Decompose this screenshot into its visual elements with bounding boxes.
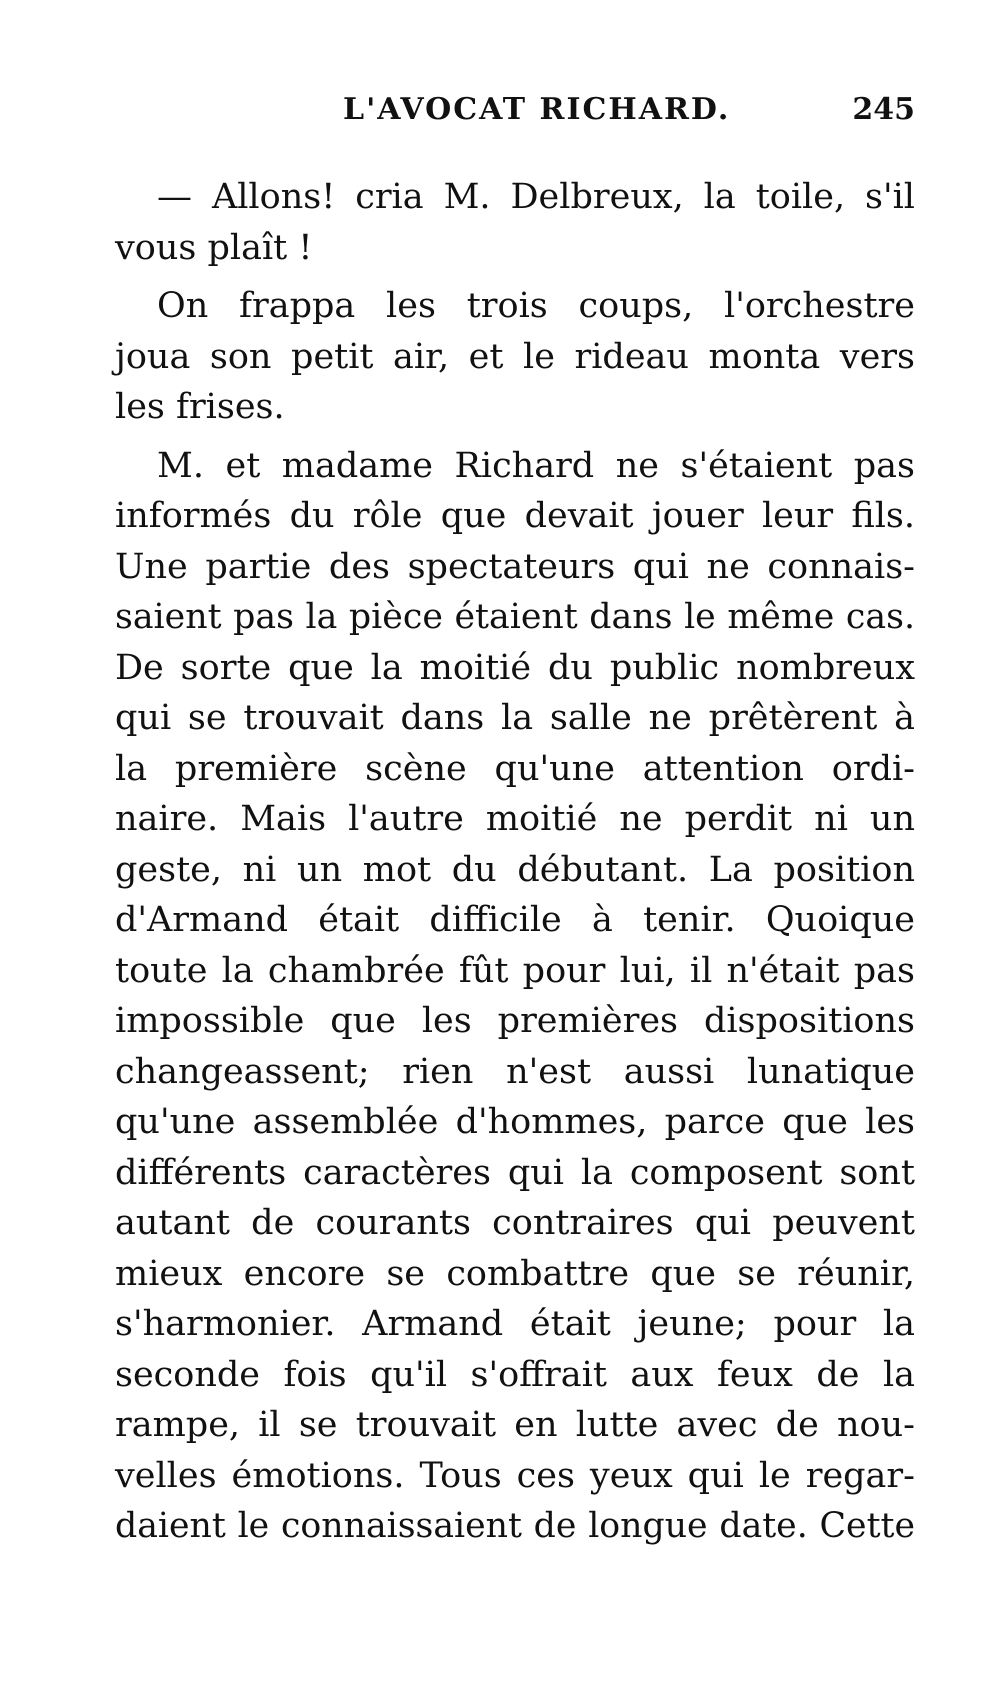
text-line: vous plaît ! bbox=[115, 227, 313, 268]
text-line: différents caractères qui la composent sont bbox=[115, 1152, 915, 1193]
text-line: qui se trouvait dans la salle ne prêtèrent à bbox=[115, 698, 915, 738]
page-header bbox=[115, 92, 915, 142]
text-line: joua son petit air, et le rideau monta vers bbox=[115, 336, 915, 377]
page-number: 245 bbox=[852, 92, 915, 127]
text-line: qu'une assemblée d'hommes, parce que les bbox=[115, 1102, 915, 1142]
body-text bbox=[115, 172, 915, 1552]
text-line: toute la chambrée fût pour lui, il n'était pas bbox=[115, 950, 915, 991]
book-page bbox=[115, 92, 915, 1552]
text-line: autant de courants contraires qui peuvent bbox=[115, 1203, 915, 1243]
text-line: Une partie des spectateurs qui ne connais- bbox=[115, 546, 915, 587]
text-line: impossible que les premières dispositions bbox=[115, 1001, 915, 1041]
running-title: L'AVOCAT RICHARD. bbox=[343, 92, 731, 127]
text-line: geste, ni un mot du débutant. La position bbox=[115, 849, 915, 890]
text-line: daient le connaissaient de longue date. Cette bbox=[115, 1506, 915, 1546]
text-line: seconde fois qu'il s'offrait aux feux de la bbox=[115, 1354, 915, 1395]
text-line: changeassent; rien n'est aussi lunatique bbox=[115, 1051, 915, 1092]
text-line: la première scène qu'une attention ordi- bbox=[115, 748, 915, 789]
text-line: saient pas la pièce étaient dans le même cas. bbox=[115, 597, 915, 637]
text-line: M. et madame Richard ne s'étaient pas bbox=[157, 445, 915, 486]
text-line: rampe, il se trouvait en lutte avec de nou- bbox=[115, 1405, 915, 1445]
text-line: naire. Mais l'autre moitié ne perdit ni un bbox=[115, 799, 915, 839]
text-line: les frises. bbox=[115, 387, 285, 427]
text-line: s'harmonier. Armand était jeune; pour la bbox=[115, 1304, 915, 1344]
text-line: mieux encore se combattre que se réunir, bbox=[115, 1253, 915, 1294]
text-line: On frappa les trois coups, l'orchestre bbox=[157, 286, 915, 326]
text-line: d'Armand était difficile à tenir. Quoique bbox=[115, 900, 915, 940]
paragraph bbox=[115, 172, 915, 273]
paragraph bbox=[115, 281, 915, 433]
text-line: velles émotions. Tous ces yeux qui le regar- bbox=[115, 1455, 915, 1496]
text-line: De sorte que la moitié du public nombreux bbox=[115, 647, 915, 688]
text-line: — Allons! cria M. Delbreux, la toile, s'il bbox=[157, 177, 915, 217]
text-line: informés du rôle que devait jouer leur fils. bbox=[115, 496, 915, 536]
paragraph bbox=[115, 441, 915, 1552]
